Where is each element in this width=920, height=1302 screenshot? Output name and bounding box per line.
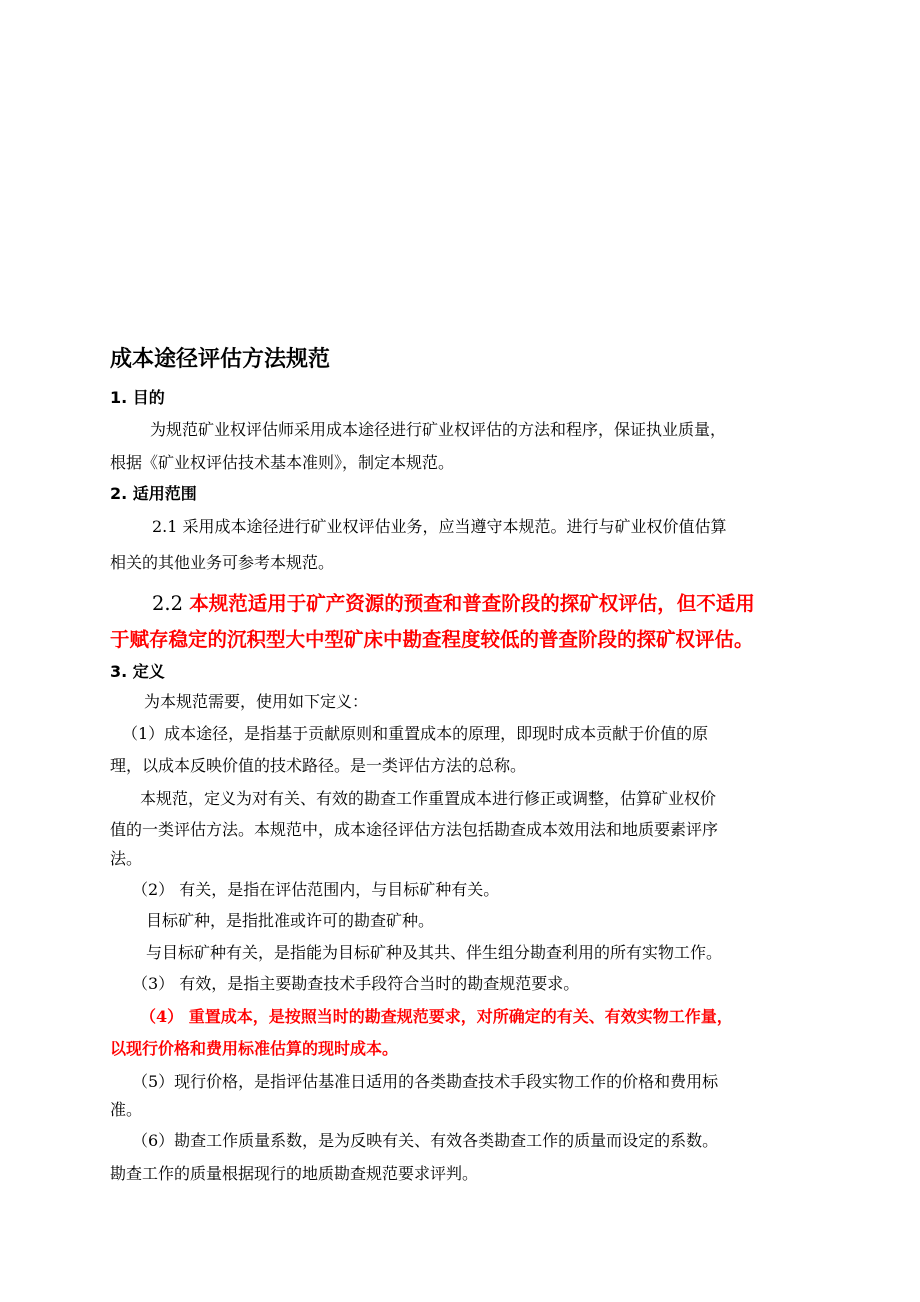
definition-1-line-2: 理，以成本反映价值的技术路径。是一类评估方法的总称。 (110, 756, 527, 775)
clause-2-2-number: 2.2 (152, 592, 190, 615)
clause-2-1-line-2: 相关的其他业务可参考本规范。 (110, 553, 335, 572)
section-1-paragraph-line-2: 根据《矿业权评估技术基本准则》，制定本规范。 (110, 453, 455, 472)
clause-2-2-highlight-text: 本规范适用于矿产资源的预查和普查阶段的探矿权评估，但不适用 (189, 592, 755, 615)
definition-1b-line-1: 本规范，定义为对有关、有效的勘查工作重置成本进行修正或调整，估算矿业权价 (140, 789, 717, 808)
clause-2-2-line-1 (152, 586, 920, 622)
clause-2-2-line-2: 于赋存稳定的沉积型大中型矿床中勘查程度较低的普查阶段的探矿权评估。 (110, 628, 754, 651)
definition-6-line-1: （6）勘查工作质量系数，是为反映有关、有效各类勘查工作的质量而设定的系数。 (132, 1131, 719, 1150)
definition-5-line-1: （5）现行价格，是指评估基准日适用的各类勘查技术手段实物工作的价格和费用标 (132, 1072, 719, 1091)
section-3-intro: 为本规范需要，使用如下定义： (144, 692, 369, 711)
definition-6-line-2: 勘查工作的质量根据现行的地质勘查规范要求评判。 (110, 1164, 479, 1183)
definition-1b-line-3: 法。 (110, 849, 143, 868)
definition-2-line-2: 目标矿种，是指批准或许可的勘查矿种。 (146, 911, 435, 930)
definition-2-line-3: 与目标矿种有关，是指能为目标矿种及其共、伴生组分勘查利用的所有实物工作。 (146, 943, 723, 962)
definition-1b-line-2: 值的一类评估方法。本规范中，成本途径评估方法包括勘查成本效用法和地质要素评序 (110, 820, 719, 839)
definition-5-line-2: 准。 (110, 1100, 143, 1119)
section-1-heading: 1. 目的 (110, 388, 165, 407)
definition-1-line-1: （1）成本途径，是指基于贡献原则和重置成本的原理，即现时成本贡献于价值的原 (122, 724, 709, 743)
section-2-heading: 2. 适用范围 (110, 484, 197, 503)
definition-2-line-1: （2） 有关，是指在评估范围内，与目标矿种有关。 (132, 880, 500, 899)
document-title: 成本途径评估方法规范 (110, 347, 331, 372)
section-3-heading: 3. 定义 (110, 662, 165, 681)
definition-4-line-1: （4） 重置成本，是按照当时的勘查规范要求，对所确定的有关、有效实物工作量， (140, 1007, 733, 1026)
section-1-paragraph-line-1: 为规范矿业权评估师采用成本途径进行矿业权评估的方法和程序，保证执业质量， (150, 420, 727, 439)
definition-4-line-2: 以现行价格和费用标准估算的现时成本。 (110, 1039, 399, 1058)
definition-3-line-1: （3） 有效，是指主要勘查技术手段符合当时的勘查规范要求。 (132, 974, 580, 993)
clause-2-1-line-1: 2.1 采用成本途径进行矿业权评估业务，应当遵守本规范。进行与矿业权价值估算 (152, 517, 727, 536)
